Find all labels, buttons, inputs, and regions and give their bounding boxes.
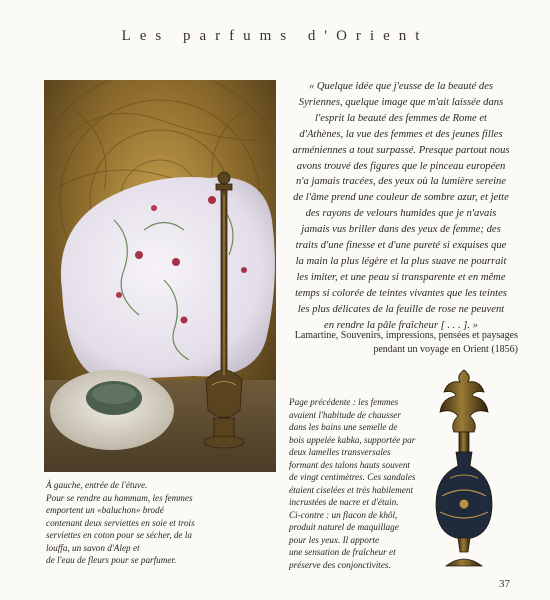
caption-line: étaient ciselées et très habilement xyxy=(289,484,413,495)
flask-body xyxy=(436,452,492,566)
quote-line: l'esprit la beauté des femmes de Rome et xyxy=(314,112,487,124)
quote-line: n'a jamais tracées, des yeux où la lumière sereine xyxy=(295,176,507,188)
caption-line: formant des talons hauts souvent xyxy=(289,459,410,470)
quote-attribution xyxy=(286,329,518,357)
caption-line: À gauche, entrée de l'étuve. xyxy=(46,480,148,490)
flask-caption xyxy=(289,396,439,571)
caption-line: préserve des conjonctivites. xyxy=(289,559,391,570)
khol-flask-photo xyxy=(426,366,502,574)
caption-line: Page précédente : les femmes xyxy=(289,397,399,407)
caption-line: bois appelée kabka, supportée par xyxy=(289,434,416,445)
caption-line: une sensation de fraîcheur et xyxy=(289,547,396,557)
attribution-line-1: Lamartine, Souvenirs, impressions, pensées et paysages xyxy=(294,330,518,341)
hammam-photo xyxy=(44,80,276,472)
caption-line: pour les yeux. Il apporte xyxy=(289,534,380,545)
caption-line: contenant deux serviettes en soie et trois xyxy=(46,517,195,528)
quote-line: de l'âme prend une couleur de sombre azur, et jette xyxy=(293,192,509,204)
quote-line: « Quelque idée que j'eusse de la beauté des xyxy=(308,81,494,92)
quote-line: arméniennes a tout surpassé. Presque partout nous xyxy=(292,144,510,156)
quote-line: en rendre la pâle fraîcheur [ . . . ]. » xyxy=(324,319,478,331)
quote-line: d'Athènes, la vue des femmes et des jeunes filles xyxy=(299,128,503,140)
lamartine-quote xyxy=(290,79,512,334)
quote-line: la main la plus légère et la plus suave ne pourrait xyxy=(295,255,507,267)
quote-line: temps si colorée de teintes vivantes que les teintes xyxy=(295,287,507,299)
quote-line: jamais vus briller dans des yeux de femme; des xyxy=(301,224,501,236)
running-header: Les parfums d'Orient xyxy=(121,28,429,44)
caption-line: de vingt centimètres. Ces sandales xyxy=(289,472,416,482)
quote-line: Syriennes, quelque image que m'ait laissée dans xyxy=(298,96,504,108)
caption-line: incrustées de nacre et d'étain. xyxy=(289,497,399,507)
page-number: 37 xyxy=(499,578,510,590)
flask-stopper xyxy=(440,370,488,452)
caption-line: Ci-contre : un flacon de khôl, xyxy=(289,509,398,520)
attribution-line-2: pendant un voyage en Orient (1856) xyxy=(373,344,518,355)
caption-line: de l'eau de fleurs pour se parfumer. xyxy=(46,555,177,565)
caption-line: louffa, un savon d'Alep et xyxy=(46,542,140,553)
caption-line: emportent un «baluchon» brodé xyxy=(46,505,164,515)
quote-line: traits d'une finesse et d'une pureté si exquises que xyxy=(295,240,507,252)
quote-line: les imiter, et une peau si transparente et en même xyxy=(296,271,506,283)
quote-line: des rayons de velours humides que je n'avais xyxy=(305,208,497,220)
caption-line: produit naturel de maquillage xyxy=(289,522,399,532)
caption-line: serviettes en coton pour se sécher, de la xyxy=(46,530,192,540)
quote-line: les plus délicates de la feuille de rose ne peuvent xyxy=(297,303,505,315)
caption-line: avaient l'habitude de chausser xyxy=(289,409,401,420)
caption-line: dans les bains une semelle de xyxy=(289,422,398,432)
caption-line: deux lamelles transversales xyxy=(289,447,391,457)
photo-caption xyxy=(46,479,278,567)
caption-line: Pour se rendre au hammam, les femmes xyxy=(46,492,193,503)
quote-line: avons trouvé des figures que le pinceau européen xyxy=(296,160,506,172)
